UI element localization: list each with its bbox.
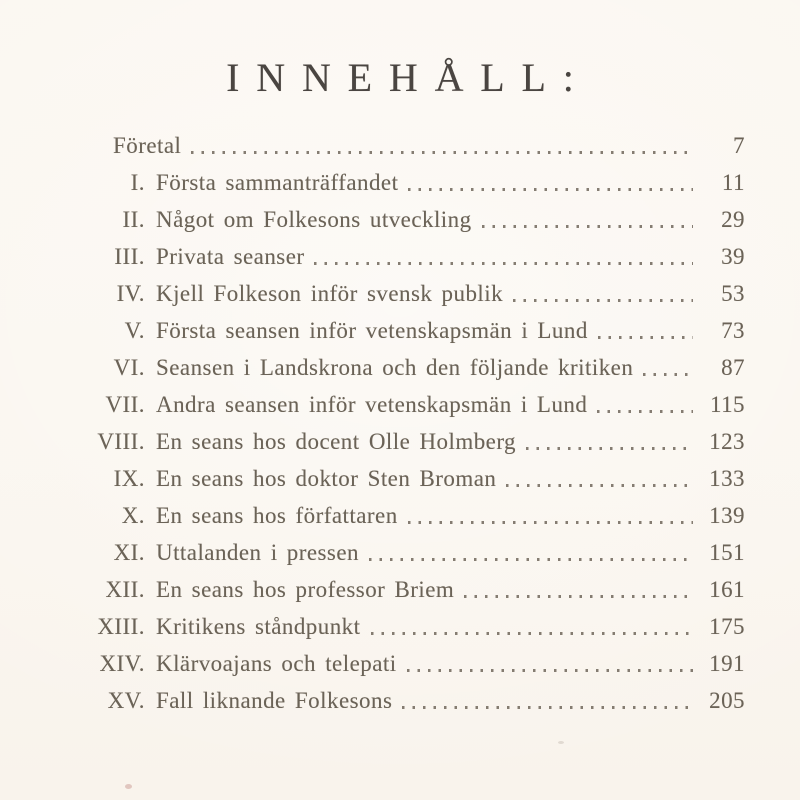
dot-leader [598,312,693,349]
dot-leader [464,571,693,608]
toc-page-number: 11 [721,170,745,195]
toc-page-number: 73 [721,318,745,343]
toc-page-number: 123 [709,429,745,454]
toc-page-number: 7 [733,133,745,158]
toc-row [60,682,745,719]
toc-row [60,460,745,497]
dot-leader [402,682,693,719]
toc-chapter-title: Fall liknande Folkesons [156,688,393,713]
toc-row [60,127,745,164]
toc-chapter-title: Andra seansen inför vetenskapsmän i Lund [156,392,588,417]
toc-page-number: 161 [709,577,745,602]
toc-row [60,312,745,349]
dot-leader [506,460,693,497]
toc-chapter-numeral: XII. [105,577,145,602]
toc-row [60,423,745,460]
dot-leader [408,497,693,534]
toc-chapter-numeral: IV. [116,281,145,306]
toc-page-number: 53 [721,281,745,306]
page-title: INNEHÅLL: [226,55,591,100]
toc-chapter-title: En seans hos författaren [156,503,398,528]
toc-row [60,386,745,423]
toc-row [60,349,745,386]
toc-chapter-title: En seans hos professor Briem [156,577,455,602]
toc-chapter-numeral: VII. [105,392,145,417]
toc-chapter-numeral: VIII. [97,429,145,454]
toc-row [60,275,745,312]
toc-chapter-title: Något om Folkesons utveckling [156,207,472,232]
dot-leader [482,201,693,238]
toc-chapter-title: Kjell Folkeson inför svensk publik [156,281,504,306]
toc-chapter-title: Klärvoajans och telepati [156,651,397,676]
toc-chapter-numeral: XI. [113,540,145,565]
dot-leader [191,127,693,164]
toc-chapter-title: Första seansen inför vetenskapsmän i Lund [156,318,588,343]
dot-leader [408,164,693,201]
toc-chapter-numeral: I. [130,170,145,195]
toc-row [60,534,745,571]
toc-chapter-numeral: V. [124,318,145,343]
toc-row [60,571,745,608]
toc-row [60,164,745,201]
toc-page-number: 151 [709,540,745,565]
dot-leader [513,275,693,312]
paper-speck [558,741,564,744]
toc-chapter-numeral: XV. [107,688,145,713]
toc-page-number: 115 [709,392,745,417]
toc-chapter-title: En seans hos doktor Sten Broman [156,466,497,491]
toc-chapter-title: Första sammanträffandet [156,170,399,195]
toc-chapter-title: Företal [113,133,182,158]
dot-leader [314,238,693,275]
toc-row [60,238,745,275]
toc-chapter-title: Kritikens ståndpunkt [156,614,361,639]
toc-chapter-numeral: II. [122,207,145,232]
toc-row [60,201,745,238]
toc-row [60,645,745,682]
dot-leader [597,386,693,423]
toc-page-number: 87 [721,355,745,380]
toc-chapter-numeral: IX. [113,466,145,491]
toc-chapter-title: En seans hos docent Olle Holmberg [156,429,516,454]
dot-leader [526,423,693,460]
toc-chapter-numeral: X. [121,503,145,528]
toc-chapter-title: Seansen i Landskrona och den följande kritiken [156,355,634,380]
dot-leader [643,349,693,386]
dot-leader [407,645,693,682]
toc-chapter-numeral: VI. [113,355,145,380]
toc-chapter-title: Privata seanser [156,244,305,269]
toc-page-number: 39 [721,244,745,269]
toc-page-number: 133 [709,466,745,491]
toc-page-number: 175 [709,614,745,639]
toc-row [60,497,745,534]
toc-chapter-numeral: III. [114,244,145,269]
toc-page-number: 205 [709,688,745,713]
dot-leader [371,608,694,645]
toc-chapter-numeral: XIII. [97,614,145,639]
toc-page-number: 29 [721,207,745,232]
paper-speck [125,784,132,789]
toc-row [60,608,745,645]
toc-chapter-title: Uttalanden i pressen [156,540,359,565]
table-of-contents [0,127,800,719]
toc-chapter-numeral: XIV. [99,651,145,676]
toc-page-number: 139 [709,503,745,528]
dot-leader [369,534,693,571]
toc-page-number: 191 [709,651,745,676]
